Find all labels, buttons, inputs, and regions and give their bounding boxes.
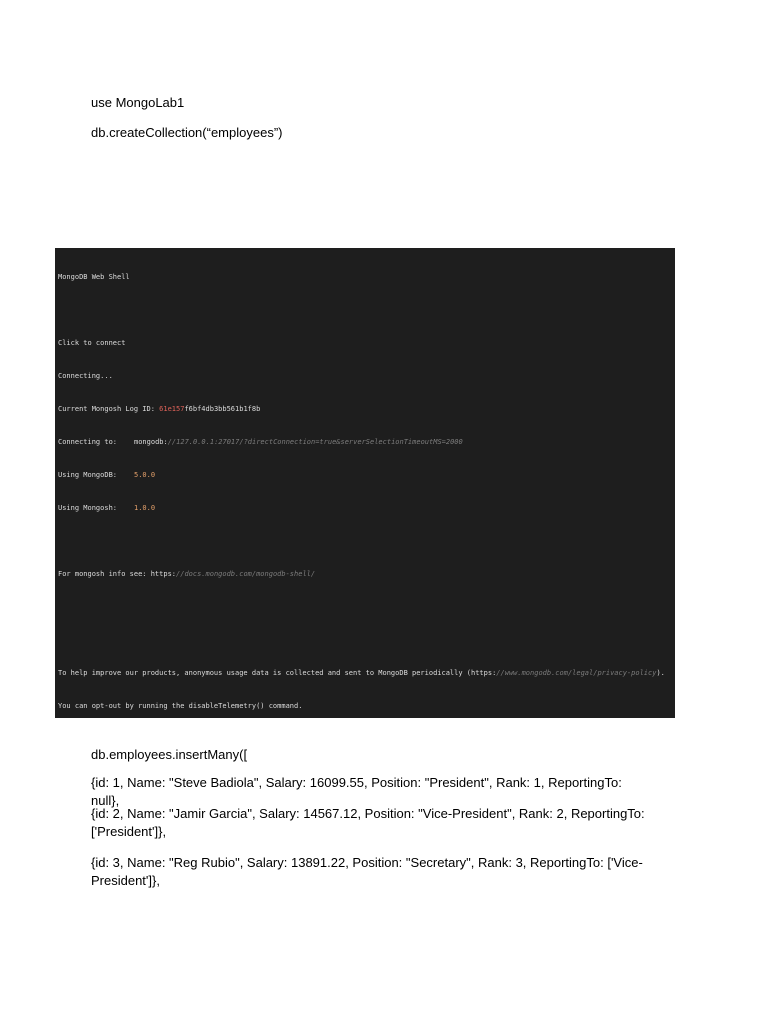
shell-info [58, 569, 665, 580]
using-mongodb-label: Using MongoDB: [58, 471, 118, 479]
shell-connecting-to [58, 437, 665, 448]
log-id-rest: f6bf4db3bb561b1f8b [184, 405, 261, 413]
mongodb-version: 5.0.0 [134, 471, 156, 479]
shell-connecting: Connecting... [58, 372, 113, 380]
shell-click-to-connect: Click to connect [58, 339, 126, 347]
document-record-2: {id: 2, Name: "Jamir Garcia", Salary: 14567.12, Position: "Vice-President", Rank: 2, ReportingTo: ['President']}, [91, 806, 645, 839]
shell-title: MongoDB Web Shell [58, 273, 130, 281]
document-record-3: {id: 3, Name: "Reg Rubio", Salary: 13891.22, Position: "Secretary", Rank: 3, ReportingTo: ['Vice-President']}, [91, 855, 643, 888]
using-mongosh-label: Using Mongosh: [58, 504, 118, 512]
mongodb-shell-screenshot [55, 248, 675, 718]
info-url: //docs.mongodb.com/mongodb-shell/ [176, 570, 316, 578]
mongosh-version: 1.0.0 [134, 504, 156, 512]
log-id-label: Current Mongosh Log ID: [58, 405, 160, 413]
shell-output [58, 250, 665, 718]
connecting-to-scheme: mongodb: [134, 438, 168, 446]
info-prefix: For mongosh info see: https: [58, 570, 177, 578]
document-line-insert-many: db.employees.insertMany([ [91, 747, 248, 762]
document-line-create-collection: db.createCollection(“employees”) [91, 125, 283, 140]
telemetry-prefix: To help improve our products, anonymous usage data is collected and sent to MongoDB periodically (https: [58, 669, 497, 677]
shell-telemetry [58, 668, 665, 679]
document-record-1: {id: 1, Name: "Steve Badiola", Salary: 16099.55, Position: "President", Rank: 1, ReportingTo: null}, [91, 775, 622, 808]
shell-using-mongodb [58, 470, 665, 481]
shell-optout: You can opt-out by running the disableTelemetry() command. [58, 702, 303, 710]
connecting-to-label: Connecting to: [58, 438, 118, 446]
shell-log-id [58, 404, 665, 415]
telemetry-suffix: ). [656, 669, 665, 677]
document-line-use: use MongoLab1 [91, 95, 185, 110]
connecting-to-url: //127.0.0.1:27017/?directConnection=true&serverSelectionTimeoutMS=2000 [167, 438, 463, 446]
shell-using-mongosh [58, 503, 665, 514]
log-id-highlight: 61e157 [159, 405, 185, 413]
telemetry-url: //www.mongodb.com/legal/privacy-policy [496, 669, 657, 677]
